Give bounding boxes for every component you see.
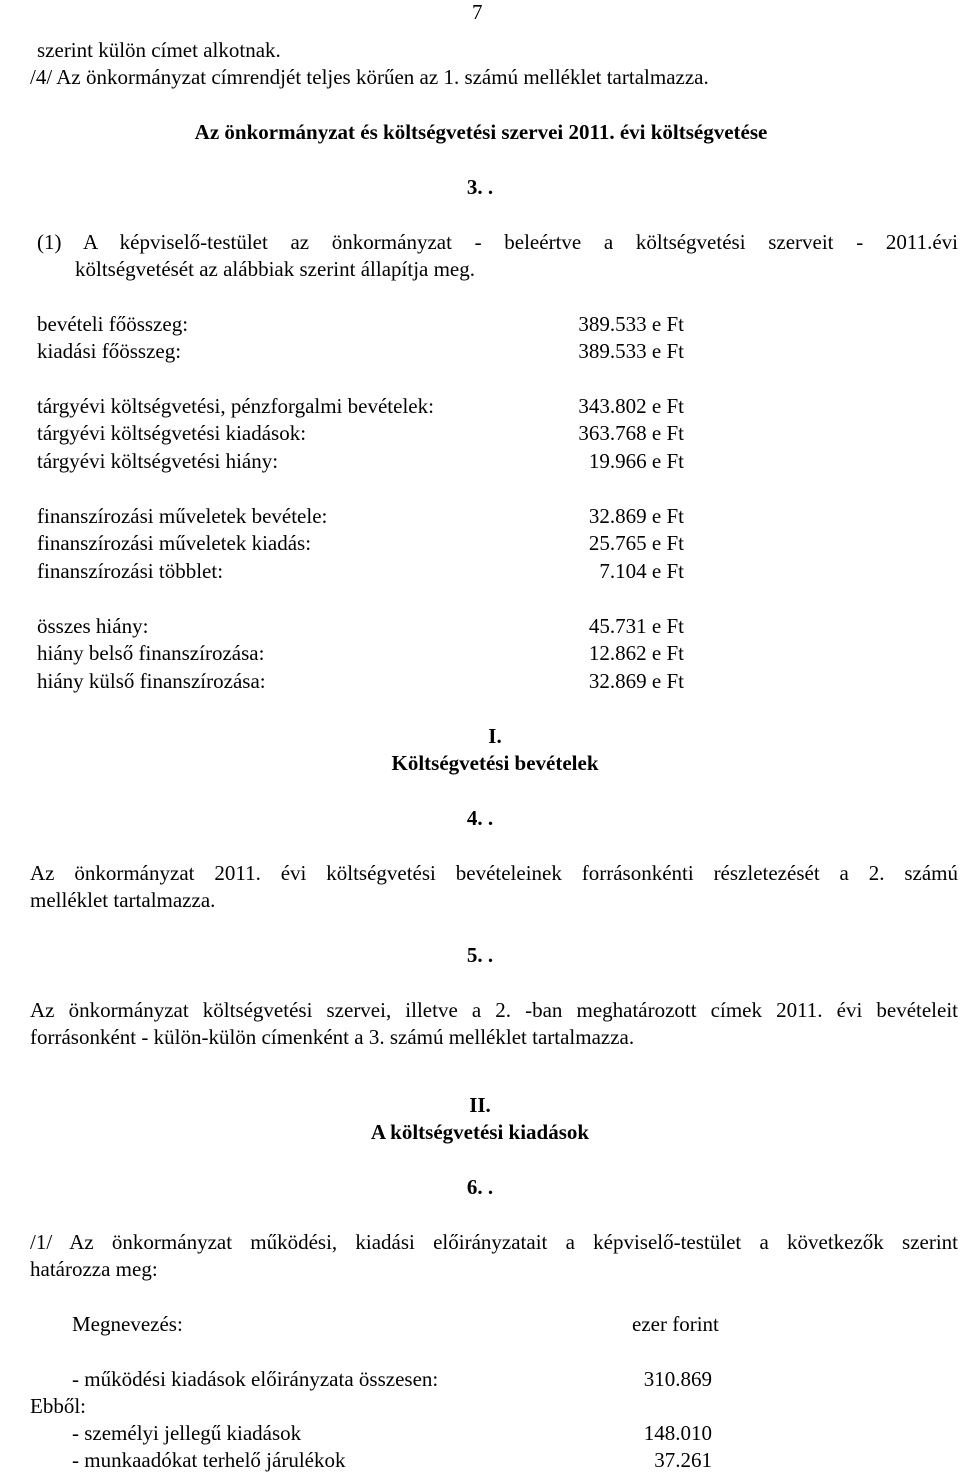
intro-line: /4/ Az önkormányzat címrendjét teljes körűen az 1. számú melléklet tartalmazza. — [30, 65, 709, 89]
budget-value: 389.533 e Ft — [578, 339, 684, 363]
budget-label: finanszírozási műveletek bevétele: — [37, 504, 328, 528]
budget-value: 32.869 e Ft — [588, 504, 684, 528]
budget-label: tárgyévi költségvetési kiadások: — [37, 421, 307, 445]
paragraph-line: forrásonként - külön-külön címenként a 3. számú melléklet tartalmazza. — [30, 1025, 635, 1049]
section-number: 4. . — [466, 806, 494, 830]
budget-value: 363.768 e Ft — [578, 421, 684, 445]
paragraph-line: Az önkormányzat költségvetési szervei, illetve a 2. -ban meghatározott címek 2011. évi bevételeit — [30, 998, 958, 1022]
budget-label: finanszírozási műveletek kiadás: — [37, 531, 312, 555]
budget-value: 19.966 e Ft — [588, 449, 684, 473]
budget-value: 7.104 e Ft — [599, 559, 684, 583]
paragraph-line: (1) A képviselő-testület az önkormányzat - beleértve a költségvetési szerveit - 2011.évi — [37, 230, 958, 254]
paragraph-line: melléklet tartalmazza. — [30, 888, 216, 912]
paragraph-line: Az önkormányzat 2011. évi költségvetési bevételeinek forrásonkénti részletezését a 2. számú — [30, 861, 958, 885]
table-row-label: - munkaadókat terhelő járulékok — [72, 1448, 346, 1472]
intro-line: szerint külön címet alkotnak. — [37, 38, 281, 62]
section-number: 6. . — [466, 1175, 494, 1199]
table-header-unit: ezer forint — [632, 1312, 719, 1336]
section-number: 5. . — [466, 943, 494, 967]
budget-label: tárgyévi költségvetési hiány: — [37, 449, 279, 473]
budget-label: bevételi főösszeg: — [37, 312, 189, 336]
part-title: A költségvetési kiadások — [370, 1120, 590, 1144]
paragraph-line: költségvetését az alábbiak szerint állapítja meg. — [75, 257, 476, 281]
of-which-label: Ebből: — [30, 1394, 86, 1418]
budget-value: 32.869 e Ft — [588, 669, 684, 693]
budget-value: 45.731 e Ft — [588, 614, 684, 638]
budget-value: 343.802 e Ft — [578, 394, 684, 418]
budget-value: 389.533 e Ft — [578, 312, 684, 336]
paragraph-line: /1/ Az önkormányzat működési, kiadási előirányzatait a képviselő-testület a következők szerint — [30, 1230, 958, 1254]
part-number: I. — [488, 724, 502, 748]
part-number: II. — [469, 1093, 491, 1117]
table-row-value: 148.010 — [643, 1421, 712, 1445]
table-row-label: - működési kiadások előirányzata összesen: — [72, 1367, 439, 1391]
budget-value: 12.862 e Ft — [588, 641, 684, 665]
table-row-value: 310.869 — [643, 1367, 712, 1391]
budget-label: hiány külső finanszírozása: — [37, 669, 266, 693]
budget-value: 25.765 e Ft — [588, 531, 684, 555]
page-number: 7 — [472, 0, 483, 24]
budget-label: finanszírozási többlet: — [37, 559, 224, 583]
table-row-label: - személyi jellegű kiadások — [72, 1421, 302, 1445]
part-title: Költségvetési bevételek — [391, 751, 599, 775]
paragraph-line: határozza meg: — [30, 1257, 158, 1281]
section-number: 3. . — [466, 175, 494, 199]
budget-label: kiadási főösszeg: — [37, 339, 182, 363]
budget-label: tárgyévi költségvetési, pénzforgalmi bevételek: — [37, 394, 434, 418]
budget-label: hiány belső finanszírozása: — [37, 641, 265, 665]
budget-label: összes hiány: — [37, 614, 149, 638]
page-heading: Az önkormányzat és költségvetési szervei 2011. évi költségvetése — [194, 120, 768, 144]
table-row-value: 37.261 — [654, 1448, 712, 1472]
table-header-name: Megnevezés: — [72, 1312, 183, 1336]
